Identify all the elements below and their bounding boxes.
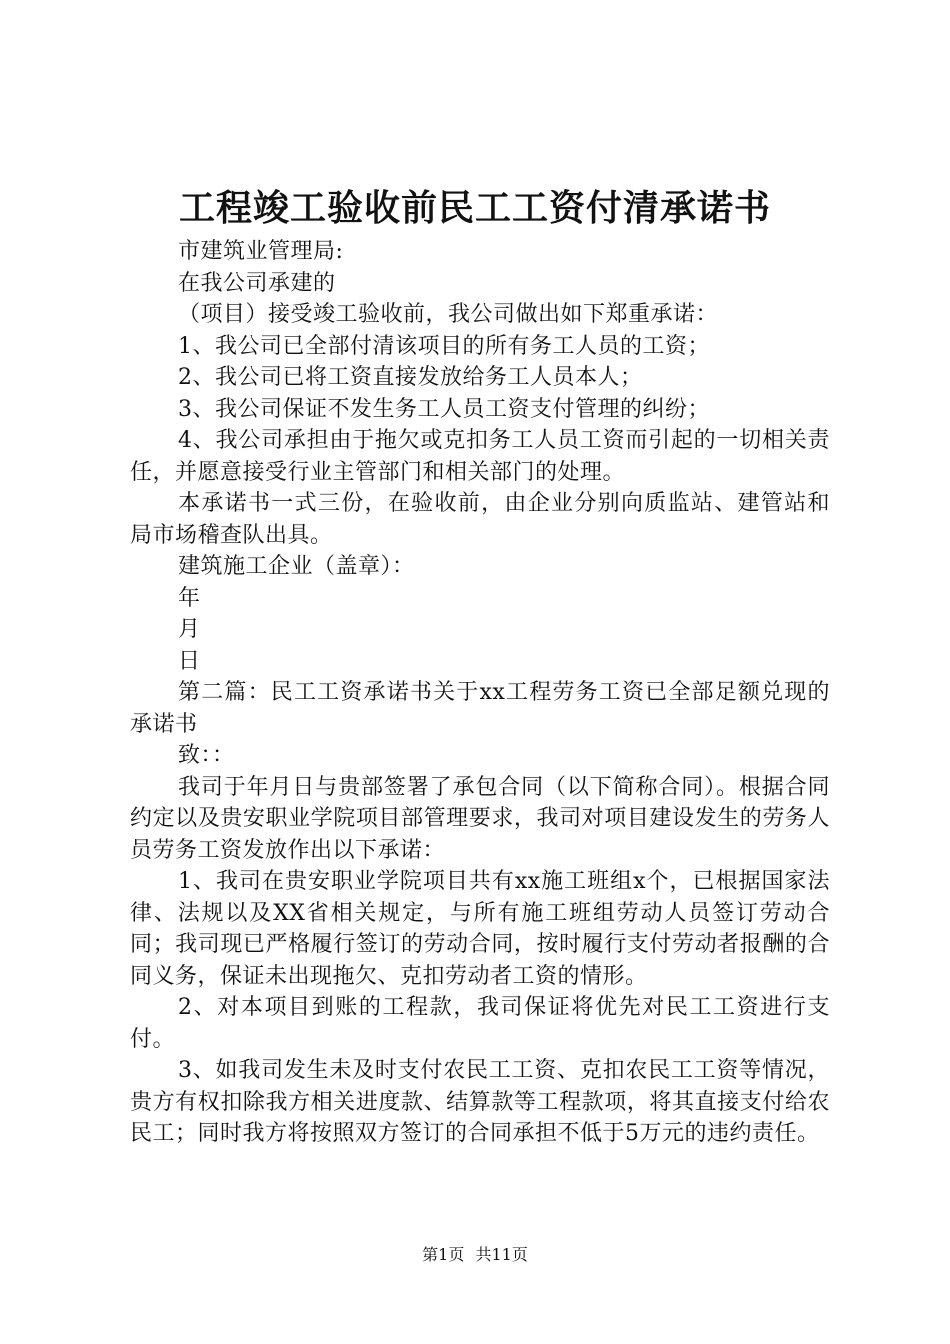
page-footer [0,1244,950,1266]
date-year: 年 [178,585,201,611]
paragraph: 4、我公司承担由于拖欠或克扣务工人员工资而引起的一切相关责任，并愿意接受行业主管部门和相关部门的处理。 [130,428,830,485]
date-day: 日 [178,648,201,674]
paragraph: 在我公司承建的 [178,270,336,296]
paragraph: 1、我司在贵安职业学院项目共有xx施工班组x个，已根据国家法律、法规以及XX省相关规定，与所有施工班组劳动人员签订劳动合同；我司现已严格履行签订的劳动合同，按时履行支付劳动者报酬的合同义务，保证未出现拖欠、克扣劳动者工资的情形。 [130,869,830,989]
document-title: 工程竣工验收前民工工资付清承诺书 [178,187,771,229]
signature-line: 建筑施工企业（盖章）： [178,554,415,579]
paragraph: 我司于年月日与贵部签署了承包合同（以下简称合同）。根据合同约定以及贵安职业学院项目部管理要求，我司对项目建设发生的劳务人员劳务工资发放作出以下承诺： [130,774,830,863]
document-body [130,236,830,1150]
paragraph: （项目）接受竣工验收前，我公司做出如下郑重承诺： [178,302,719,327]
page-total: 共11页 [475,1245,528,1264]
paragraph: 2、对本项目到账的工程款，我司保证将优先对民工工资进行支付。 [130,995,830,1052]
page-number: 第1页 [422,1245,465,1264]
paragraph-addressee-2: 致：： [178,743,235,768]
paragraph: 3、我公司保证不发生务工人员工资支付管理的纠纷； [178,396,710,422]
section-heading: 第二篇：民工工资承诺书关于xx工程劳务工资已全部足额兑现的承诺书 [130,680,830,737]
date-month: 月 [178,617,201,642]
paragraph: 1、我公司已全部付清该项目的所有务工人员的工资； [178,333,710,359]
paragraph-addressee: 市建筑业管理局: [178,239,344,264]
paragraph: 2、我公司已将工资直接发放给务工人员本人； [178,365,643,390]
paragraph: 本承诺书一式三份，在验收前，由企业分别向质监站、建管站和局市场稽查队出具。 [130,491,830,548]
paragraph: 3、如我司发生未及时支付农民工工资、克扣农民工工资等情况，贵方有权扣除我方相关进度款、结算款等工程款项，将其直接支付给农民工；同时我方将按照双方签订的合同承担不低于5万元的违约责任。 [130,1058,830,1146]
